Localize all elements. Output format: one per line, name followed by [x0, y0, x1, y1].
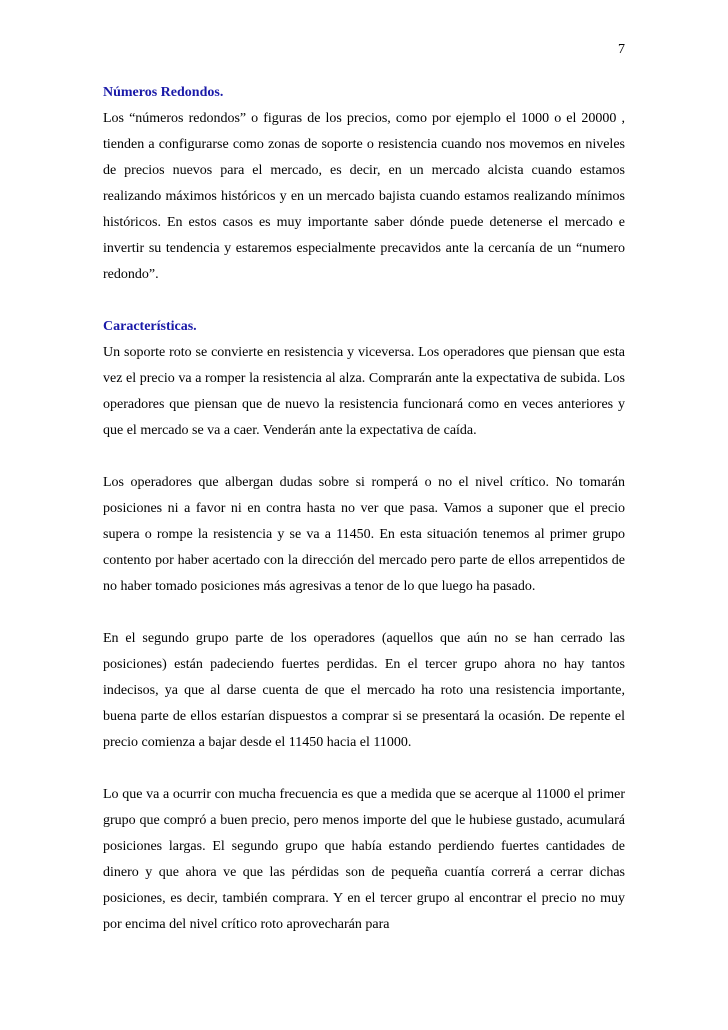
section-title-caracteristicas: Características.	[103, 319, 197, 334]
page-content	[103, 80, 625, 938]
section-title-numeros-redondos: Números Redondos.	[103, 85, 224, 100]
paragraph-soporte-roto: Un soporte roto se convierte en resistencia y viceversa. Los operadores que piensan que esta vez el precio va a romper la resistencia al alza. Comprarán ante la expectativa de subida. Los operadores que piensan que de nuevo la resistencia funcionará como en veces anteriores y que el mercado se va a caer. Venderán ante la expectativa de caída.	[103, 345, 625, 438]
paragraph-frecuencia: Lo que va a ocurrir con mucha frecuencia es que a medida que se acerque al 11000 el primer grupo que compró a buen precio, pero menos importe del que le hubiese gustado, acumulará posiciones largas. El segundo grupo que había estando perdiendo fuertes cantidades de dinero y que ahora ve que las pérdidas son de pequeña cuantía correrá a cerrar dichas posiciones, es decir, también comprara. Y en el tercer grupo al encontrar el precio no muy por encima del nivel crítico roto aprovecharán para	[103, 787, 625, 932]
paragraph-segundo-grupo: En el segundo grupo parte de los operadores (aquellos que aún no se han cerrado las posiciones) están padeciendo fuertes perdidas. En el tercer grupo ahora no hay tantos indecisos, ya que al darse cuenta de que el mercado ha roto una resistencia importante, buena parte de ellos estarían dispuestos a comprar si se presentará la ocasión. De repente el precio comienza a bajar desde el 11450 hacia el 11000.	[103, 631, 625, 750]
page-number: 7	[618, 42, 625, 57]
paragraph-operadores-dudas: Los operadores que albergan dudas sobre si romperá o no el nivel crítico. No tomarán posiciones ni a favor ni en contra hasta no ver que pasa. Vamos a suponer que el precio supera o rompe la resistencia y se va a 11450. En esta situación tenemos al primer grupo contento por haber acertado con la dirección del mercado pero parte de ellos arrepentidos de no haber tomado posiciones más agresivas a tenor de lo que luego ha pasado.	[103, 475, 625, 594]
paragraph-numeros-redondos: Los “números redondos” o figuras de los precios, como por ejemplo el 1000 o el 20000 , tienden a configurarse como zonas de soporte o resistencia cuando nos movemos en niveles de precios nuevos para el mercado, es decir, en un mercado alcista cuando estamos realizando máximos históricos y en un mercado bajista cuando estamos realizando mínimos históricos. En estos casos es muy importante saber dónde puede detenerse el mercado e invertir su tendencia y estaremos especialmente precavidos ante la cercanía de un “numero redondo”.	[103, 111, 625, 282]
